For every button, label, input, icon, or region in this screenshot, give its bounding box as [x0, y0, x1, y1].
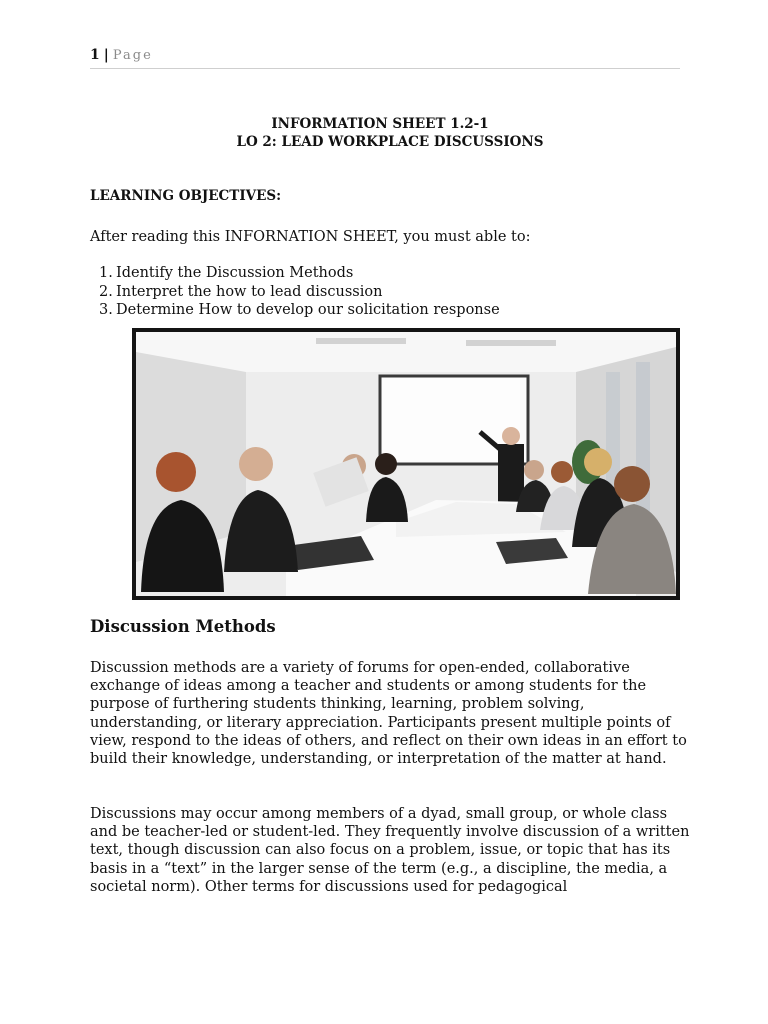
page-number: 1 — [90, 47, 100, 63]
page-separator: | — [103, 47, 109, 63]
list-item-text: Determine How to develop our solicitation response — [116, 302, 500, 318]
list-item-number: 2. — [99, 283, 113, 300]
list-item-text: Identify the Discussion Methods — [116, 265, 354, 281]
page-word: Page — [112, 48, 153, 63]
list-item-text: Interpret the how to lead discussion — [116, 283, 383, 300]
objectives-heading: LEARNING OBJECTIVES: — [90, 188, 282, 204]
sheet-title-line1: INFORMATION SHEET 1.2-1 — [271, 116, 489, 132]
list-item — [90, 283, 500, 302]
list-item-number: 1. — [99, 265, 113, 281]
list-item — [90, 301, 500, 320]
meeting-room-photo — [132, 328, 680, 600]
paragraph: Discussions may occur among members of a dyad, small group, or whole class and be teacher-led or student-led. They frequently involve discussion of a written text, though discussion can also focus on a problem, issue, or topic that has its basis in a “text” in the larger sense of the term (e.g., a discipline, the media, a societal norm). Other terms for discussions used for pedagogical — [90, 806, 690, 895]
objectives-list — [90, 264, 500, 320]
paragraph: Discussion methods are a variety of forums for open-ended, collaborative exchange of ideas among a teacher and students or among students for the purpose of furthering students thinking, learning, problem solving, understanding, or literary appreciation. Participants present multiple points of view, respond to the ideas of others, and reflect on their own ideas in an effort to build their knowledge, understanding, or interpretation of the matter at hand. — [90, 660, 687, 768]
list-item-number: 3. — [99, 302, 113, 318]
page-header — [90, 46, 680, 69]
sheet-title-line2: LO 2: LEAD WORKPLACE DISCUSSIONS — [236, 134, 544, 150]
objectives-intro: After reading this INFORNATION SHEET, you must able to: — [90, 229, 531, 245]
list-item — [90, 264, 500, 283]
sheet-title — [90, 115, 680, 151]
section-heading: Discussion Methods — [90, 617, 276, 636]
meeting-illustration — [136, 332, 676, 596]
